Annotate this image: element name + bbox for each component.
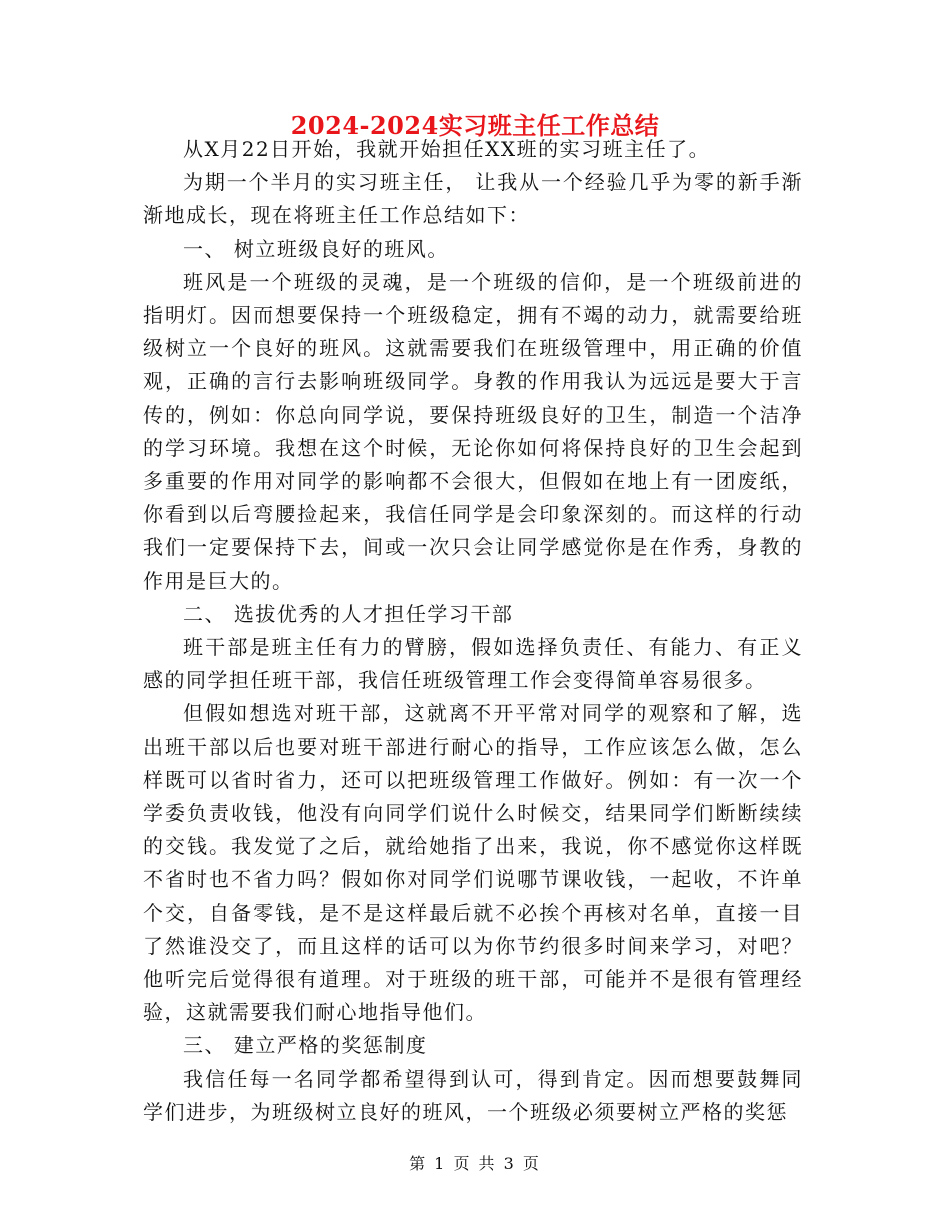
section-heading: 二、 选拔优秀的人才担任学习干部 <box>183 601 514 626</box>
paragraph: 班干部是班主任有力的臂膀，假如选择负责任、有能力、有正义感的同学担任班干部，我信任班级管理工作会变得简单容易很多。 <box>143 635 803 693</box>
document-title: 2024-2024实习班主任工作总结 <box>290 111 660 140</box>
page-number-footer: 第 1 页 共 3 页 <box>409 1154 541 1173</box>
paragraph: 但假如想选对班干部，这就离不开平常对同学的观察和了解，选出班干部以后也要对班干部进行耐心的指导，工作应该怎么做，怎么样既可以省时省力，还可以把班级管理工作做好。例如：有一次一个学委负责收钱，他没有向同学们说什么时候交，结果同学们断断续续的交钱。我发觉了之后，就给她指了出来，我说，你不感觉你这样既不省时也不省力吗？假如你对同学们说哪节课收钱，一起收，不许单个交，自备零钱，是不是这样最后就不必挨个再核对名单，直接一目了然谁没交了，而且这样的话可以为你节约很多时间来学习，对吧？他听完后觉得很有道理。对于班级的班干部，可能并不是很有管理经验，这就需要我们耐心地指导他们。 <box>143 701 803 1025</box>
paragraph: 从X月22日开始，我就开始担任XX班的实习班主任了。 <box>183 137 711 161</box>
section-heading: 一、 树立班级良好的班风。 <box>183 236 449 261</box>
paragraph: 我信任每一名同学都希望得到认可，得到肯定。因而想要鼓舞同学们进步，为班级树立良好的班风，一个班级必须要树立严格的奖惩 <box>143 1066 803 1124</box>
document-body <box>143 133 803 1129</box>
paragraph: 为期一个半月的实习班主任， 让我从一个经验几乎为零的新手渐渐地成长，现在将班主任工作总结如下： <box>143 170 803 228</box>
section-heading: 三、 建立严格的奖惩制度 <box>183 1033 428 1058</box>
paragraph: 班风是一个班级的灵魂，是一个班级的信仰，是一个班级前进的指明灯。因而想要保持一个班级稳定，拥有不竭的动力，就需要给班级树立一个良好的班风。这就需要我们在班级管理中，用正确的价值观，正确的言行去影响班级同学。身教的作用我认为远远是要大于言传的，例如：你总向同学说，要保持班级良好的卫生，制造一个洁净的学习环境。我想在这个时候，无论你如何将保持良好的卫生会起到多重要的作用对同学的影响都不会很大，但假如在地上有一团废纸，你看到以后弯腰捡起来，我信任同学是会印象深刻的。而这样的行动我们一定要保持下去，间或一次只会让同学感觉你是在作秀，身教的作用是巨大的。 <box>143 269 803 593</box>
